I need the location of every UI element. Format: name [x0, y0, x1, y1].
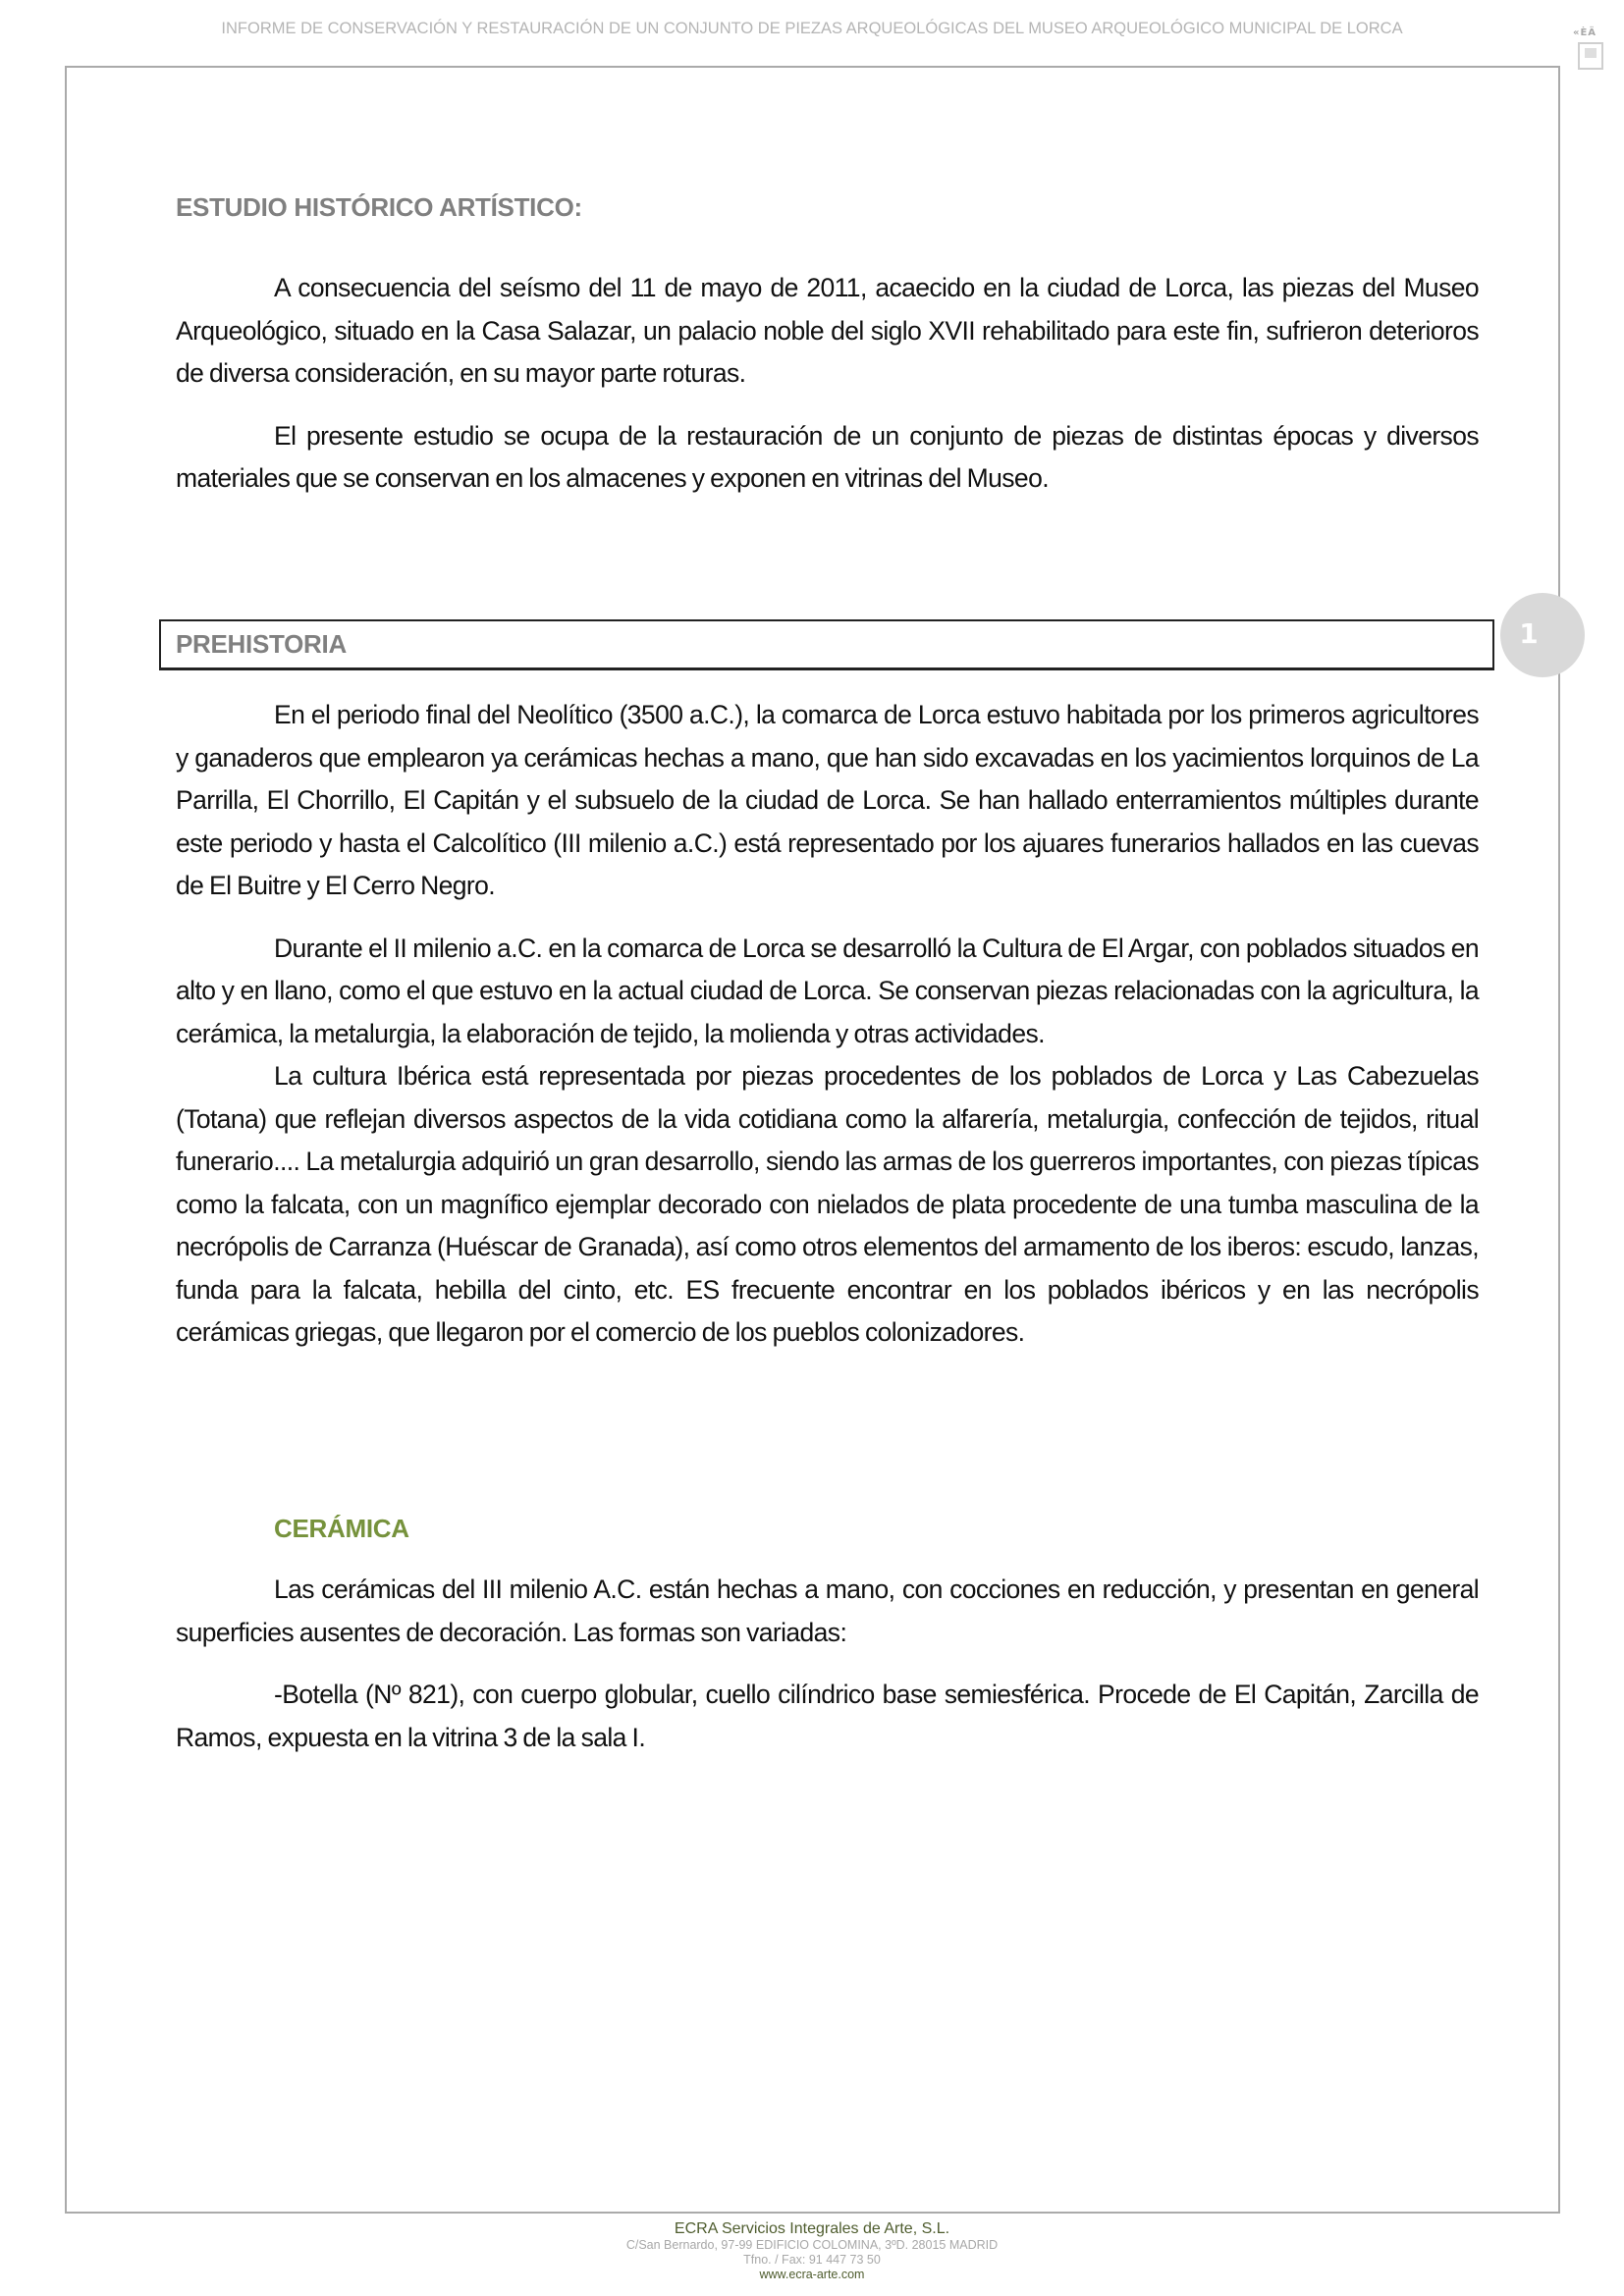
running-header: INFORME DE CONSERVACIÓN Y RESTAURACIÓN DE UN CONJUNTO DE PIEZAS ARQUEOLÓGICAS DEL MUSEO ARQUEOLÓGICO MUNICIPAL DE LORCA — [221, 20, 1403, 37]
ceramica-section — [176, 1514, 1479, 1759]
prehistoria-heading: PREHISTORIA — [176, 629, 347, 659]
ceramica-paragraph-1: Las cerámicas del III milenio A.C. están hechas a mano, con cocciones en reducción, y presentan en general superficies ausentes de decoración. Las formas son variadas: — [176, 1575, 1479, 1647]
footer-website-link[interactable]: www.ecra-arte.com — [759, 2268, 865, 2281]
document-body — [176, 192, 1479, 501]
logo-lettering: «ÈÄ — [1573, 27, 1597, 38]
page-number: 1 — [1519, 616, 1539, 650]
page-number-badge — [1500, 593, 1585, 677]
page-footer — [0, 2220, 1624, 2282]
ecra-logo — [1571, 27, 1610, 73]
ceramica-paragraph-2: -Botella (Nº 821), con cuerpo globular, cuello cilíndrico base semiesférica. Procede de El Capitán, Zarcilla de Ramos, expuesta en la vitrina 3 de la sala I. — [176, 1680, 1479, 1752]
prehistoria-heading-box — [159, 619, 1494, 670]
footer-company: ECRA Servicios Integrales de Arte, S.L. — [674, 2220, 950, 2237]
section-title: ESTUDIO HISTÓRICO ARTÍSTICO: — [176, 192, 582, 222]
prehistoria-paragraph-1: En el periodo final del Neolítico (3500 a.C.), la comarca de Lorca estuvo habitada por los primeros agricultores y ganaderos que emplearon ya cerámicas hechas a mano, que han sido excavadas en los yacimientos lorquinos de La Parrilla, El Chorrillo, El Capitán y el subsuelo de la ciudad de Lorca. Se han hallado enterramientos múltiples durante este periodo y hasta el Calcolítico (III milenio a.C.) está representado por los ajuares funerarios hallados en las cuevas de El Buitre y El Cerro Negro. — [176, 700, 1479, 900]
logo-emblem-icon — [1578, 42, 1603, 70]
intro-paragraph-1: A consecuencia del seísmo del 11 de mayo de 2011, acaecido en la ciudad de Lorca, las piezas del Museo Arqueológico, situado en la Casa Salazar, un palacio noble del siglo XVII rehabilitado para este fin, sufrieron deterioros de diversa consideración, en su mayor parte roturas. — [176, 273, 1479, 388]
footer-address: C/San Bernardo, 97-99 EDIFICIO COLOMINA, 3ºD. 28015 MADRID — [625, 2238, 999, 2252]
ceramica-heading: CERÁMICA — [274, 1514, 409, 1543]
intro-paragraph-2: El presente estudio se ocupa de la restauración de un conjunto de piezas de distintas épocas y diversos materiales que se conservan en los almacenes y exponen en vitrinas del Museo. — [176, 420, 1479, 493]
prehistoria-paragraph-3: La cultura Ibérica está representada por piezas procedentes de los poblados de Lorca y Las Cabezuelas (Totana) que reflejan diversos aspectos de la vida cotidiana como la alfarería, metalurgia, confección de tejidos, ritual funerario.... La metalurgia adquirió un gran desarrollo, siendo las armas de los guerreros importantes, con piezas típicas como la falcata, con un magnífico ejemplar decorado con nielados de plata procedente de una tumba masculina de la necrópolis de Carranza (Huéscar de Granada), así como otros elementos del armamento de los iberos: escudo, lanzas, funda para la falcata, hebilla del cinto, etc. ES frecuente encontrar en los poblados ibéricos y en las necrópolis cerámicas griegas, que llegaron por el comercio de los pueblos colonizadores. — [176, 1061, 1479, 1347]
prehistoria-body — [176, 694, 1479, 1355]
prehistoria-paragraph-2: Durante el II milenio a.C. en la comarca de Lorca se desarrolló la Cultura de El Argar, con poblados situados en alto y en llano, como el que estuvo en la actual ciudad de Lorca. Se conservan piezas relacionadas con la agricultura, la cerámica, la metalurgia, la elaboración de tejido, la molienda y otras actividades. — [176, 933, 1479, 1048]
footer-phone: Tfno. / Fax: 91 447 73 50 — [743, 2253, 881, 2267]
